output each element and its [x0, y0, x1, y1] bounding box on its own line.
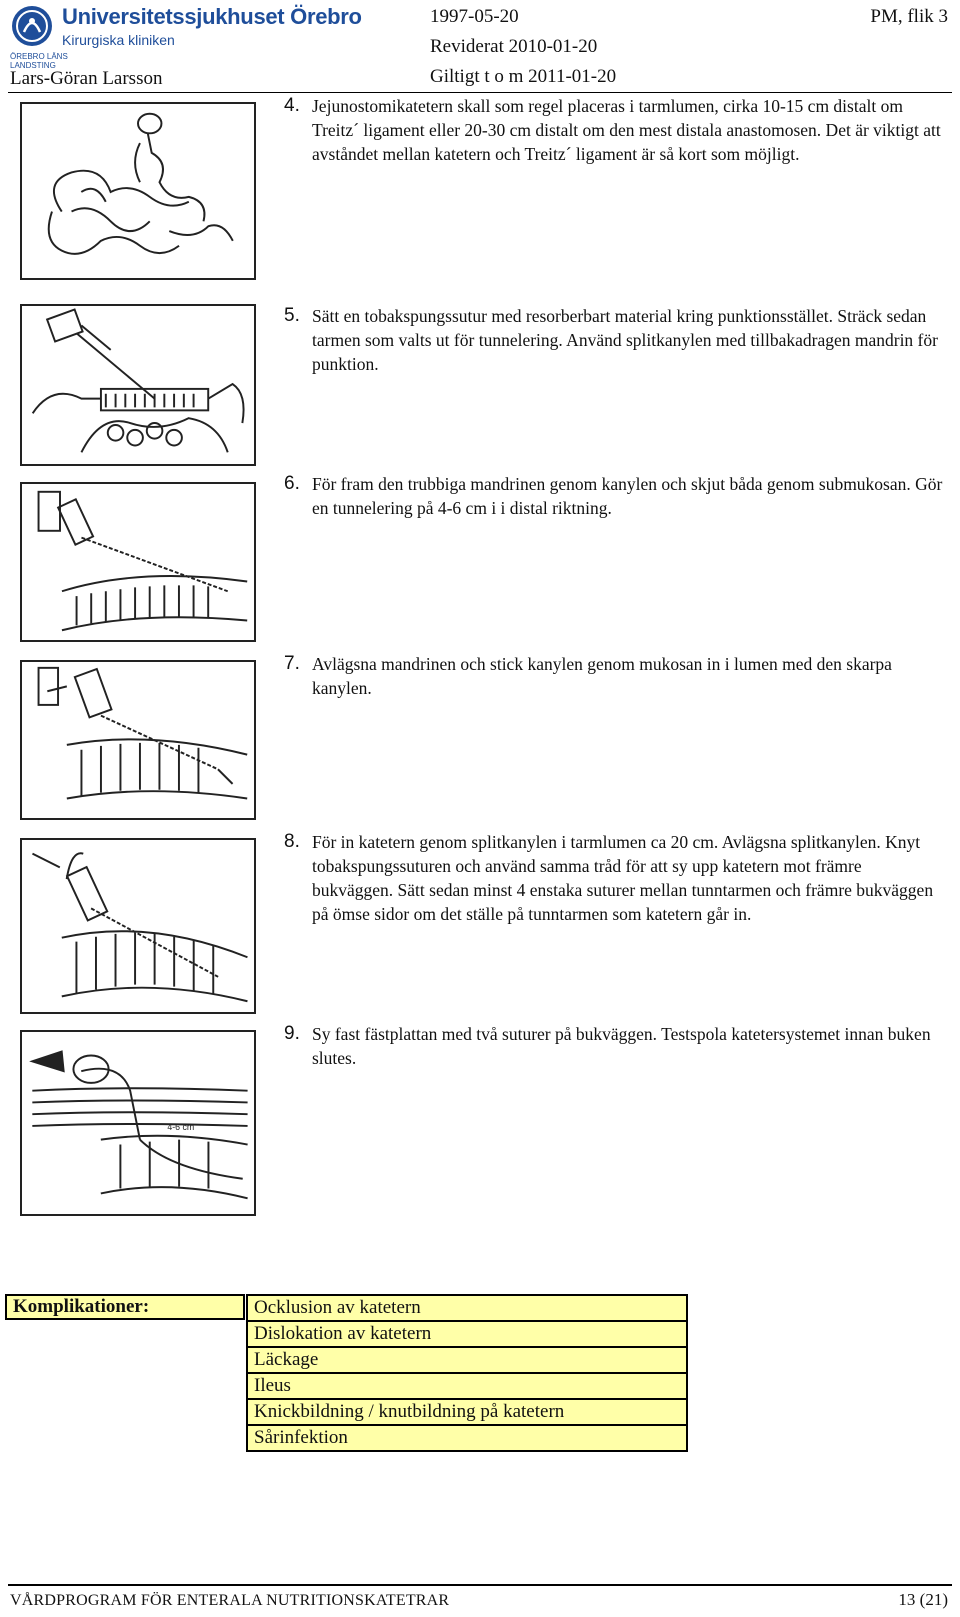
complications-list	[246, 1294, 688, 1452]
region-line-2: LANDSTING	[10, 61, 56, 70]
step-number: 8.	[284, 831, 300, 852]
step-text: För in katetern genom splitkanylen i tarmlumen ca 20 cm. Avlägsna splitkanylen. Knyt tobakspungssuturen och använd samma tråd för att sy upp katetern mot främre bukväggen. Sätt sedan minst 4 enstaka suturer mellan tunntarmen och främre bukväggen på ömse sidor om det ställe på tunntarmen som katetern går in.	[312, 832, 934, 924]
puncture-illustration-icon	[22, 306, 254, 464]
tunneling-illustration-icon	[22, 484, 254, 640]
complication-item: Ocklusion av katetern	[248, 1296, 686, 1322]
footer-title: VÅRDPROGRAM FÖR ENTERALA NUTRITIONSKATETRAR	[10, 1592, 450, 1609]
step-text: För fram den trubbiga mandrinen genom kanylen och skjut båda genom submukosan. Gör en tunnelering på 4-6 cm i i distal riktning.	[312, 474, 943, 518]
header-divider	[8, 92, 952, 93]
revised-date: Reviderat 2010-01-20	[430, 36, 598, 57]
step-text: Sätt en tobakspungssutur med resorberbart material kring punktionsstället. Sträck sedan tarmen som valts ut för tunnelering. Använd splitkanylen med tillbakadragen mandrin för punktion.	[312, 306, 938, 374]
intestine-illustration-icon	[22, 104, 254, 278]
step-text: Avlägsna mandrinen och stick kanylen genom mukosan in i lumen med den skarpa kanylen.	[312, 654, 892, 698]
complication-item: Ileus	[248, 1374, 686, 1400]
step-text: Sy fast fästplattan med två suturer på bukväggen. Testspola katetersystemet innan buken slutes.	[312, 1024, 931, 1068]
step-6	[284, 472, 944, 520]
hospital-logo-icon	[10, 4, 54, 50]
catheter-insertion-illustration-icon	[22, 840, 254, 1012]
pm-tab: PM, flik 3	[870, 6, 948, 27]
footer-divider	[8, 1584, 952, 1586]
step-number: 9.	[284, 1023, 300, 1044]
step-number: 4.	[284, 95, 300, 116]
clinic-name: Kirurgiska kliniken	[62, 32, 175, 48]
complication-item: Knickbildning / knutbildning på katetern	[248, 1400, 686, 1426]
complication-item: Dislokation av katetern	[248, 1322, 686, 1348]
step-number: 6.	[284, 473, 300, 494]
figure-step-7	[20, 660, 256, 820]
complications-label: Komplikationer:	[5, 1294, 245, 1320]
region-line-1: ÖREBRO LÄNS	[10, 52, 68, 61]
document-date: 1997-05-20	[430, 6, 519, 27]
distance-label: 4-6 cm	[167, 1121, 195, 1132]
step-number: 7.	[284, 653, 300, 674]
step-text: Jejunostomikatetern skall som regel placeras i tarmlumen, cirka 10-15 cm distalt om Treitz´ ligament eller 20-30 cm distalt om den mest distala anastomosen. Det är viktigt att avståndet mellan katetern och Treitz´ ligament är så kort som möjligt.	[312, 96, 941, 164]
valid-until: Giltigt t o m 2011-01-20	[430, 66, 617, 87]
figure-step-9	[20, 1030, 256, 1216]
step-9	[284, 1022, 944, 1070]
complication-item: Läckage	[248, 1348, 686, 1374]
step-7	[284, 652, 944, 700]
university-name: Universitetssjukhuset Örebro	[62, 4, 362, 29]
author: Lars-Göran Larsson	[10, 68, 163, 89]
step-8	[284, 830, 944, 926]
fixation-plate-illustration-icon	[22, 1032, 254, 1214]
figure-step-4	[20, 102, 256, 280]
step-5	[284, 304, 944, 376]
complication-item: Sårinfektion	[248, 1426, 686, 1450]
step-4	[284, 94, 944, 166]
mucosa-puncture-illustration-icon	[22, 662, 254, 818]
figure-step-8	[20, 838, 256, 1014]
page-number: 13 (21)	[898, 1590, 948, 1609]
step-number: 5.	[284, 305, 300, 326]
figure-step-5	[20, 304, 256, 466]
figure-step-6	[20, 482, 256, 642]
